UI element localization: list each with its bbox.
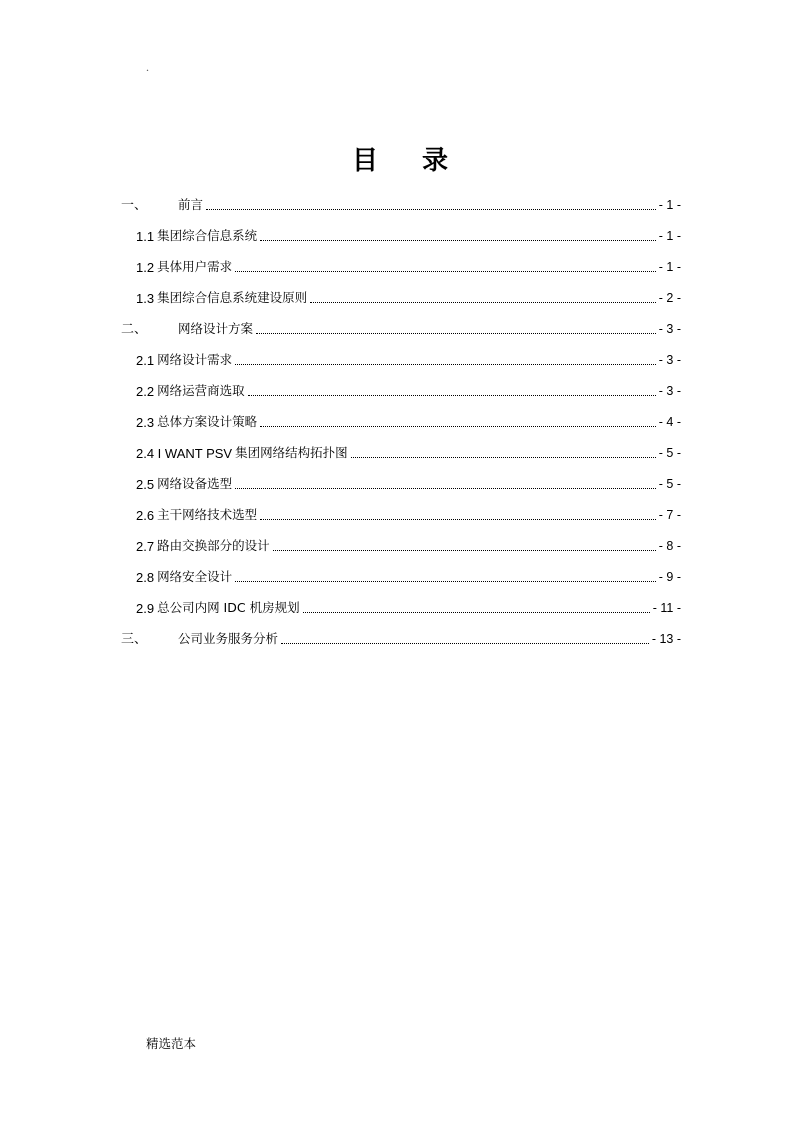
toc-entry-number: 1.3 [136,291,155,306]
toc-entry[interactable] [121,500,681,531]
toc-entry-page: - 4 - [658,415,681,430]
toc-leader-dots [281,643,649,644]
toc-entry-text: 网络运营商选取 [157,383,245,399]
header-mark: . [146,60,149,74]
toc-entry-page: - 3 - [658,353,681,368]
toc-entry-number: 三、 [121,632,148,647]
toc-leader-dots [260,426,656,427]
table-of-contents [121,190,681,655]
toc-entry[interactable] [121,376,681,407]
toc-entry-text: 网络设计方案 [178,321,254,337]
toc-title-char-2: 录 [422,146,449,176]
toc-entry-page: - 2 - [658,291,681,306]
toc-entry[interactable] [121,314,681,345]
toc-entry[interactable] [121,624,681,655]
toc-entry-number: 二、 [121,322,148,337]
toc-entry-page: - 1 - [658,260,681,275]
toc-leader-dots [310,302,656,303]
toc-leader-dots [248,395,656,396]
toc-entry[interactable] [121,283,681,314]
toc-entry[interactable] [121,345,681,376]
toc-entry-text: 集团综合信息系统 [157,228,258,244]
toc-leader-dots [260,240,656,241]
toc-entry[interactable] [121,593,681,624]
toc-entry[interactable] [121,562,681,593]
toc-entry-text: 主干网络技术选型 [157,507,258,523]
toc-entry-text: 网络安全设计 [157,569,233,585]
toc-entry[interactable] [121,252,681,283]
toc-entry-number: 2.7 [136,539,155,554]
toc-entry[interactable] [121,469,681,500]
toc-entry-number: 2.8 [136,570,155,585]
toc-entry-number: 2.5 [136,477,155,492]
toc-entry-page: - 13 - [651,632,681,647]
toc-leader-dots [235,488,656,489]
toc-leader-dots [260,519,656,520]
toc-entry-number: 2.4 I WANT PSV [136,446,233,461]
toc-entry-text: 总公司内网 IDC 机房规划 [157,600,300,616]
toc-entry-page: - 5 - [658,477,681,492]
toc-entry[interactable] [121,438,681,469]
toc-entry-text: 网络设备选型 [157,476,233,492]
toc-entry-page: - 9 - [658,570,681,585]
toc-leader-dots [235,271,656,272]
toc-entry-page: - 7 - [658,508,681,523]
toc-entry-number: 2.9 [136,601,155,616]
toc-leader-dots [235,364,656,365]
toc-entry-text: 具体用户需求 [157,259,233,275]
toc-leader-dots [206,209,656,210]
toc-entry-number: 2.2 [136,384,155,399]
toc-entry-text: 网络设计需求 [157,352,233,368]
toc-leader-dots [303,612,650,613]
toc-entry-text: 集团网络结构拓扑图 [235,445,348,461]
toc-entry-number: 2.3 [136,415,155,430]
toc-entry[interactable] [121,221,681,252]
toc-entry-number: 1.1 [136,229,155,244]
toc-entry-text: 总体方案设计策略 [157,414,258,430]
toc-entry-page: - 8 - [658,539,681,554]
toc-entry[interactable] [121,407,681,438]
toc-entry-page: - 1 - [658,198,681,213]
toc-entry-number: 2.1 [136,353,155,368]
toc-entry[interactable] [121,531,681,562]
toc-entry-text: 公司业务服务分析 [178,631,279,647]
toc-entry-text: 前言 [178,197,204,213]
toc-title-char-1: 目 [351,146,378,176]
toc-entry-page: - 3 - [658,384,681,399]
toc-entry-number: 2.6 [136,508,155,523]
toc-entry-page: - 5 - [658,446,681,461]
toc-leader-dots [273,550,656,551]
toc-leader-dots [235,581,656,582]
toc-entry-page: - 11 - [652,601,681,616]
toc-entry-page: - 1 - [658,229,681,244]
footer-text: 精选范本 [146,1036,197,1051]
toc-entry-number: 1.2 [136,260,155,275]
toc-title [0,140,800,177]
toc-leader-dots [351,457,656,458]
toc-leader-dots [256,333,656,334]
toc-entry-text: 路由交换部分的设计 [157,538,270,554]
toc-entry-text: 集团综合信息系统建设原则 [157,290,308,306]
toc-entry-number: 一、 [121,198,148,213]
toc-entry[interactable] [121,190,681,221]
toc-entry-page: - 3 - [658,322,681,337]
